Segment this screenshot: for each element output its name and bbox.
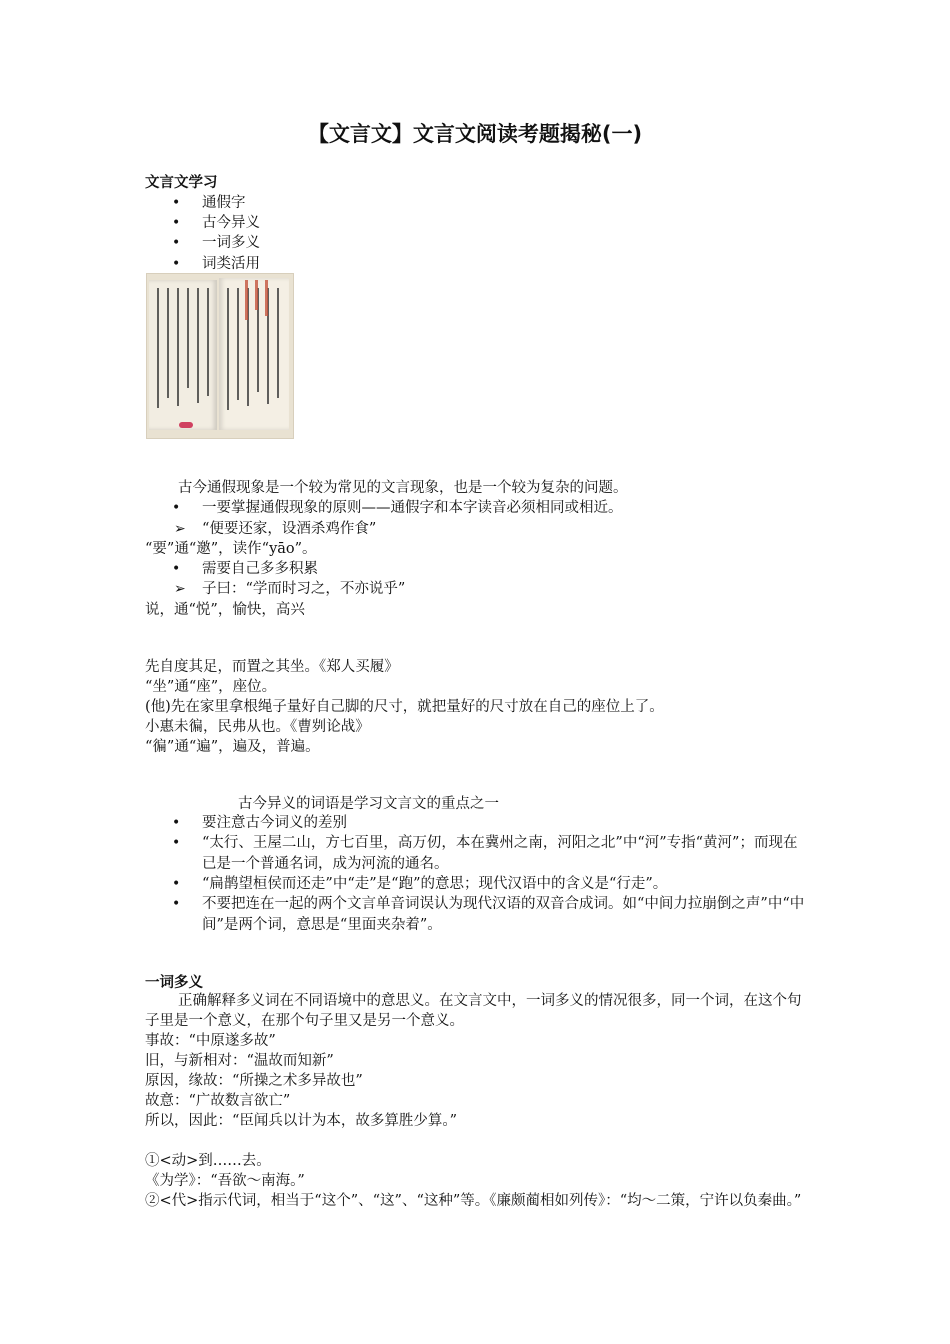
list-item: 需要自己多多积累: [202, 561, 318, 577]
bullet-icon: •: [172, 256, 181, 272]
ancient-book-photo: [146, 273, 294, 439]
paragraph: 正确解释多义词在不同语境中的意思义。在文言文中，一词多义的情况很多，同一个词，在这个句子里是一个意义，在那个句子里又是另一个意义。: [145, 993, 802, 1029]
bullet-icon: •: [172, 561, 181, 577]
definition-line: ②<代>指示代词，相当于“这个”、“这”、“这种”等。《廉颇蔺相如列传》：“均～二策，宁许以负秦曲。”: [145, 1193, 802, 1209]
list-item: 通假字: [202, 195, 246, 211]
text-line: 所以，因此：“臣闻兵以计为本，故多算胜少算。”: [145, 1113, 458, 1129]
bullet-icon: •: [172, 235, 181, 251]
text-line: 小惠未徧，民弗从也。《曹刿论战》: [145, 719, 370, 735]
arrow-bullet-icon: ➢: [174, 581, 186, 597]
note-line: 说，通“悦”，愉快，高兴: [145, 602, 305, 618]
section-heading-yici: 一词多义: [145, 975, 203, 991]
text-line: 旧，与新相对：“温故而知新”: [145, 1053, 334, 1069]
example-line: 子曰：“学而时习之，不亦说乎”: [202, 581, 406, 597]
document-title: 【文言文】文言文阅读考题揭秘(一): [307, 122, 643, 146]
bullet-icon: •: [172, 195, 181, 211]
list-item: 古今异义: [202, 215, 260, 231]
example-line: 《为学》：“吾欲～南海。”: [145, 1173, 305, 1189]
note-line: “要”通“邀”，读作“yāo”。: [145, 541, 317, 557]
text-line: 故意：“广故数言欲亡”: [145, 1093, 291, 1109]
paragraph-intro: 古今异义的词语是学习文言文的重点之一: [238, 796, 499, 812]
list-item: “太行、王屋二山，方七百里，高万仞，本在冀州之南，河阳之北”中“河”专指“黄河”；而现在已是一个普通名词，成为河流的通名。: [202, 835, 798, 872]
list-item: 不要把连在一起的两个文言单音词误认为现代汉语的双音合成词。如“中间力拉崩倒之声”中“中间”是两个词，意思是“里面夹杂着”。: [202, 896, 805, 933]
section-heading-wenyan: 文言文学习: [145, 175, 218, 191]
text-line: 事故：“中原遂多故”: [145, 1033, 276, 1049]
list-item: 词类活用: [202, 256, 260, 272]
list-item: 一要掌握通假现象的原则——通假字和本字读音必须相同或相近。: [202, 500, 623, 516]
text-line: (他)先在家里拿根绳子量好自己脚的尺寸，就把量好的尺寸放在自己的座位上了。: [145, 699, 664, 715]
bullet-icon: •: [172, 500, 181, 516]
list-item: 要注意古今词义的差别: [202, 815, 347, 831]
paragraph-intro: 古今通假现象是一个较为常见的文言现象，也是一个较为复杂的问题。: [178, 480, 628, 496]
text-line: “坐”通“座”，座位。: [145, 679, 277, 695]
list-item: “扁鹊望桓侯而还走”中“走”是“跑”的意思；现代汉语中的含义是“行走”。: [202, 876, 668, 892]
example-line: “便要还家，设酒杀鸡作食”: [202, 521, 377, 537]
arrow-bullet-icon: ➢: [174, 521, 186, 537]
bullet-icon: •: [172, 835, 181, 851]
bullet-icon: •: [172, 215, 181, 231]
list-item: 一词多义: [202, 235, 260, 251]
text-line: 原因，缘故：“所操之术多异故也”: [145, 1073, 363, 1089]
bullet-icon: •: [172, 815, 181, 831]
text-line: “徧”通“遍”，遍及，普遍。: [145, 739, 320, 755]
bullet-icon: •: [172, 876, 181, 892]
definition-line: ①<动>到……去。: [145, 1153, 271, 1169]
text-line: 先自度其足，而置之其坐。《郑人买履》: [145, 659, 399, 675]
bullet-icon: •: [172, 896, 181, 912]
